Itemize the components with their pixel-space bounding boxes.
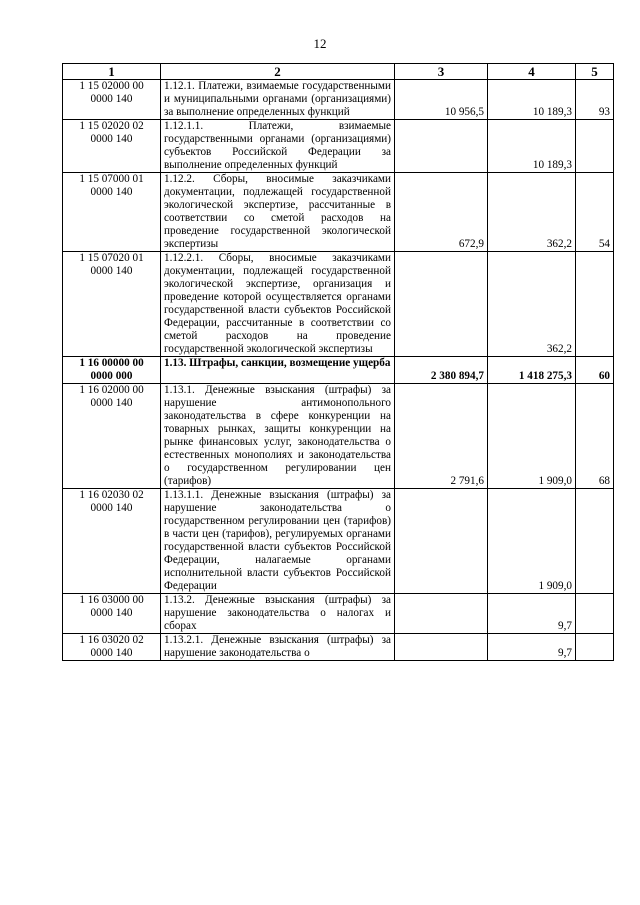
page-number: 12 xyxy=(313,36,327,51)
item-name-cell: 1.12.2.1. Сборы, вносимые заказчиками документации, подлежащей государственной экологической экспертизе, организация и проведение которой осуществляется органами государственной власти субъектов Российской Федерации, рассчитанные в соответствии со сметой расходов на проведение государственной экологической экспертизы xyxy=(161,252,395,357)
column-3-value-cell xyxy=(395,594,488,634)
budget-code-cell: 1 15 02020 02 0000 140 xyxy=(63,120,161,173)
column-5-value-cell xyxy=(576,120,614,173)
column-5-value-cell xyxy=(576,252,614,357)
column-3-value-cell: 672,9 xyxy=(395,173,488,252)
table-header-row xyxy=(63,64,614,80)
budget-code-cell: 1 16 02030 02 0000 140 xyxy=(63,489,161,594)
budget-code-cell: 1 16 02000 00 0000 140 xyxy=(63,384,161,489)
budget-code-cell: 1 15 07020 01 0000 140 xyxy=(63,252,161,357)
column-4-value-cell: 1 909,0 xyxy=(488,384,576,489)
item-name-cell: 1.12.1.1. Платежи, взимаемые государственными органами (организациями) субъектов Российской Федерации за выполнение определенных функций xyxy=(161,120,395,173)
column-4-value-cell: 9,7 xyxy=(488,634,576,661)
table-row xyxy=(63,120,614,173)
table-row xyxy=(63,489,614,594)
budget-table xyxy=(62,63,614,661)
budget-code-cell: 1 15 02000 00 0000 140 xyxy=(63,80,161,120)
column-3-value-cell xyxy=(395,634,488,661)
table-row xyxy=(63,252,614,357)
column-4-value-cell: 10 189,3 xyxy=(488,120,576,173)
column-5-value-cell: 54 xyxy=(576,173,614,252)
column-3-value-cell xyxy=(395,489,488,594)
column-5-value-cell xyxy=(576,594,614,634)
item-name-cell: 1.13.1. Денежные взыскания (штрафы) за нарушение антимонопольного законодательства в сфере конкуренции на товарных рынках, защиты конкуренции на рынке финансовых услуг, законодательства о естественных монополиях и законодательства о государственном регулировании цен (тарифов) xyxy=(161,384,395,489)
table-row xyxy=(63,594,614,634)
column-3-value-cell xyxy=(395,120,488,173)
item-name-cell: 1.13.2.1. Денежные взыскания (штрафы) за нарушение законодательства о xyxy=(161,634,395,661)
table-row xyxy=(63,80,614,120)
column-4-value-cell: 362,2 xyxy=(488,252,576,357)
column-4-value-cell: 362,2 xyxy=(488,173,576,252)
column-3-value-cell: 2 791,6 xyxy=(395,384,488,489)
column-3-value-cell: 2 380 894,7 xyxy=(395,357,488,384)
budget-code-cell: 1 16 03020 02 0000 140 xyxy=(63,634,161,661)
table-row xyxy=(63,634,614,661)
budget-code-cell: 1 16 00000 00 0000 000 xyxy=(63,357,161,384)
column-4-value-cell: 1 418 275,3 xyxy=(488,357,576,384)
column-3-value-cell: 10 956,5 xyxy=(395,80,488,120)
column-4-value-cell: 9,7 xyxy=(488,594,576,634)
column-header-4: 4 xyxy=(488,64,576,80)
item-name-cell: 1.13. Штрафы, санкции, возмещение ущерба xyxy=(161,357,395,384)
column-4-value-cell: 1 909,0 xyxy=(488,489,576,594)
column-header-3: 3 xyxy=(395,64,488,80)
column-3-value-cell xyxy=(395,252,488,357)
table-body xyxy=(63,80,614,661)
table-row xyxy=(63,384,614,489)
column-header-2: 2 xyxy=(161,64,395,80)
item-name-cell: 1.13.1.1. Денежные взыскания (штрафы) за нарушение законодательства о государственном регулировании цен (тарифов) в части цен (тарифов), регулируемых органами государственной власти субъектов Российской Федерации, налагаемые органами исполнительной власти субъектов Российской Федерации xyxy=(161,489,395,594)
item-name-cell: 1.12.1. Платежи, взимаемые государственными и муниципальными органами (организациями) за выполнение определенных функций xyxy=(161,80,395,120)
table-row xyxy=(63,357,614,384)
column-5-value-cell xyxy=(576,634,614,661)
item-name-cell: 1.12.2. Сборы, вносимые заказчиками документации, подлежащей государственной экологической экспертизе, рассчитанные в соответствии со сметой расходов на проведение государственной экологической экспертизы xyxy=(161,173,395,252)
budget-code-cell: 1 15 07000 01 0000 140 xyxy=(63,173,161,252)
column-5-value-cell: 68 xyxy=(576,384,614,489)
column-header-1: 1 xyxy=(63,64,161,80)
column-5-value-cell xyxy=(576,489,614,594)
column-5-value-cell: 60 xyxy=(576,357,614,384)
column-5-value-cell: 93 xyxy=(576,80,614,120)
column-4-value-cell: 10 189,3 xyxy=(488,80,576,120)
table-row xyxy=(63,173,614,252)
column-header-5: 5 xyxy=(576,64,614,80)
budget-code-cell: 1 16 03000 00 0000 140 xyxy=(63,594,161,634)
item-name-cell: 1.13.2. Денежные взыскания (штрафы) за нарушение законодательства о налогах и сборах xyxy=(161,594,395,634)
